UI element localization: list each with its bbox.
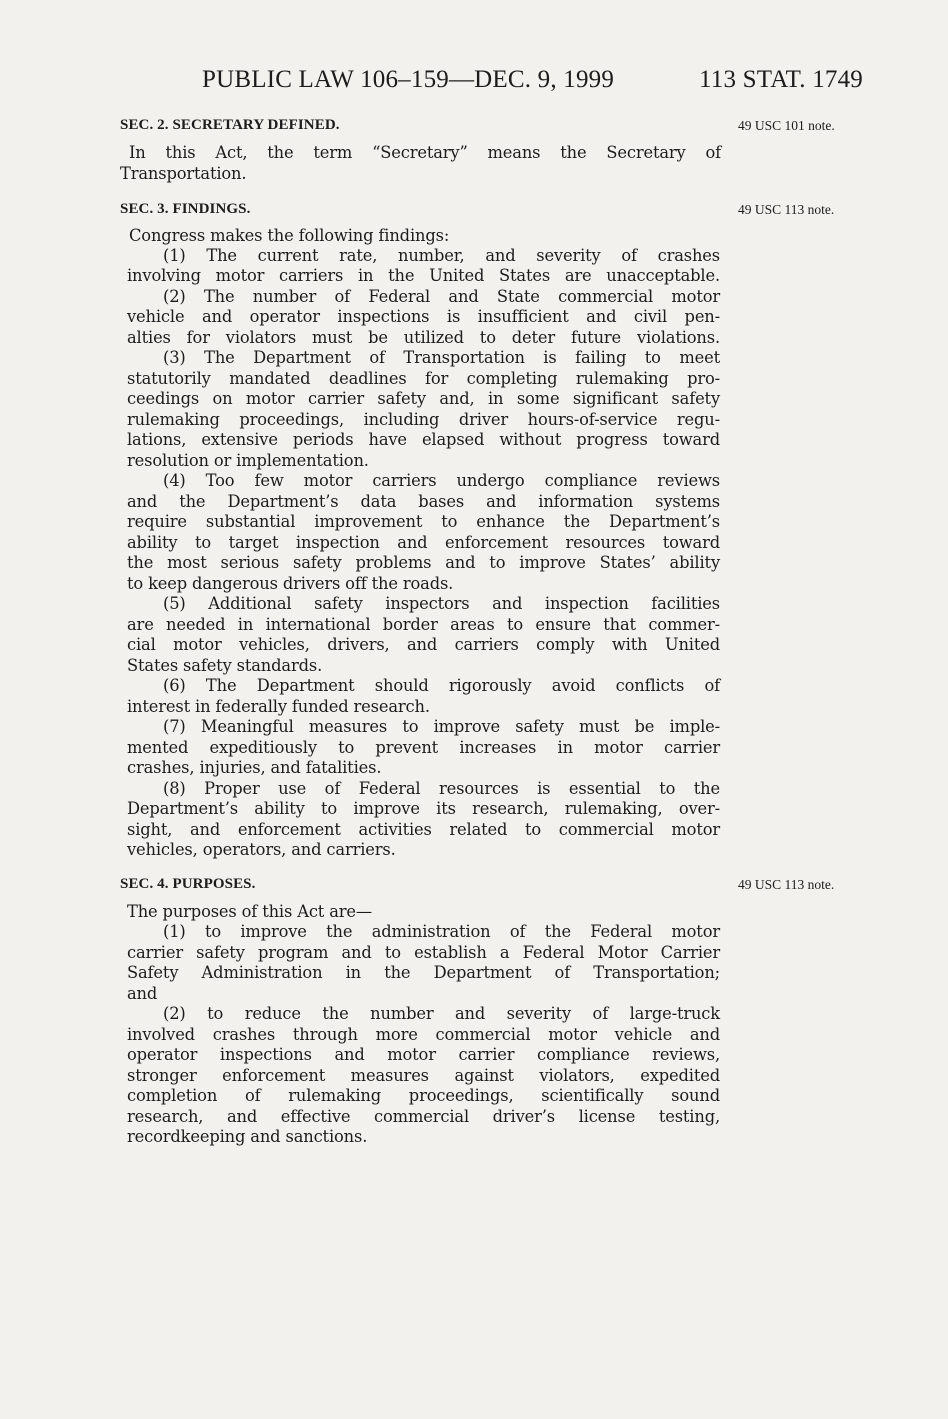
sec4-line: (1) to improve the administration of the Federal motor [163,922,720,941]
sec3-line: the most serious safety problems and to improve States’ ability [127,553,720,572]
sec3-line: vehicle and operator inspections is insufficient and civil pen- [127,307,720,326]
sec4-margin-note: 49 USC 113 note. [738,877,835,892]
sec3-line: are needed in international border areas to ensure that commer- [127,615,720,634]
sec3-line: cial motor vehicles, drivers, and carriers comply with United [127,635,720,654]
sec4-line: carrier safety program and to establish a Federal Motor Carrier [127,943,720,962]
sec3-line: require substantial improvement to enhance the Department’s [127,512,720,531]
sec3-margin-note: 49 USC 113 note. [738,202,835,217]
sec3-line: (7) Meaningful measures to improve safety must be imple- [163,717,720,736]
sec3-line: (5) Additional safety inspectors and inspection facilities [163,594,720,613]
sec3-line: sight, and enforcement activities related to commercial motor [127,820,720,839]
sec4-heading: SEC. 4. PURPOSES. [120,876,256,892]
sec2-margin-note: 49 USC 101 note. [738,118,835,133]
sec3-line: (1) The current rate, number, and severity of crashes [163,246,720,265]
sec4-line: operator inspections and motor carrier compliance reviews, [127,1045,720,1064]
sec3-line: alties for violators must be utilized to deter future violations. [127,328,720,347]
sec4-line: completion of rulemaking proceedings, scientifically sound [127,1086,720,1105]
sec3-line: ceedings on motor carrier safety and, in some significant safety [127,389,720,408]
sec4-line: involved crashes through more commercial motor vehicle and [127,1025,720,1044]
sec3-line: (6) The Department should rigorously avoid conflicts of [163,676,720,695]
running-head-title: PUBLIC LAW 106–159—DEC. 9, 1999 [202,66,615,93]
sec3-line: ability to target inspection and enforcement resources toward [127,533,720,552]
sec4-line: Safety Administration in the Department of Transportation; [127,963,720,982]
sec4-line: The purposes of this Act are— [127,902,373,921]
sec3-line: and the Department’s data bases and information systems [127,492,720,511]
sec3-line: rulemaking proceedings, including driver hours-of-service regu- [127,410,720,429]
sec3-line: resolution or implementation. [127,451,369,470]
sec3-heading: SEC. 3. FINDINGS. [120,201,251,217]
running-head-stat: 113 STAT. 1749 [699,66,863,93]
sec4-line: recordkeeping and sanctions. [127,1127,368,1146]
sec4-line: research, and effective commercial driver’s license testing, [127,1107,720,1126]
sec3-line: interest in federally funded research. [127,697,430,716]
sec2-line: In this Act, the term “Secretary” means the Secretary of [129,143,721,162]
sec4-line: and [127,984,158,1003]
sec4-line: stronger enforcement measures against violators, expedited [127,1066,720,1085]
sec2-line: Transportation. [120,164,247,183]
sec3-line: Congress makes the following findings: [129,226,450,245]
sec4-line: (2) to reduce the number and severity of large-truck [163,1004,720,1023]
sec3-line: (3) The Department of Transportation is failing to meet [163,348,720,367]
sec3-line: vehicles, operators, and carriers. [127,840,396,859]
sec3-line: (4) Too few motor carriers undergo compliance reviews [163,471,720,490]
sec3-line: (2) The number of Federal and State commercial motor [163,287,720,306]
sec3-line: to keep dangerous drivers off the roads. [127,574,454,593]
sec3-line: lations, extensive periods have elapsed without progress toward [127,430,720,449]
sec3-line: involving motor carriers in the United States are unacceptable. [127,266,720,285]
sec3-line: mented expeditiously to prevent increases in motor carrier [127,738,720,757]
sec2-heading: SEC. 2. SECRETARY DEFINED. [120,117,340,133]
sec3-line: States safety standards. [127,656,323,675]
sec3-line: statutorily mandated deadlines for completing rulemaking pro- [127,369,720,388]
sec3-line: (8) Proper use of Federal resources is essential to the [163,779,720,798]
sec3-line: crashes, injuries, and fatalities. [127,758,382,777]
sec3-line: Department’s ability to improve its research, rulemaking, over- [127,799,720,818]
